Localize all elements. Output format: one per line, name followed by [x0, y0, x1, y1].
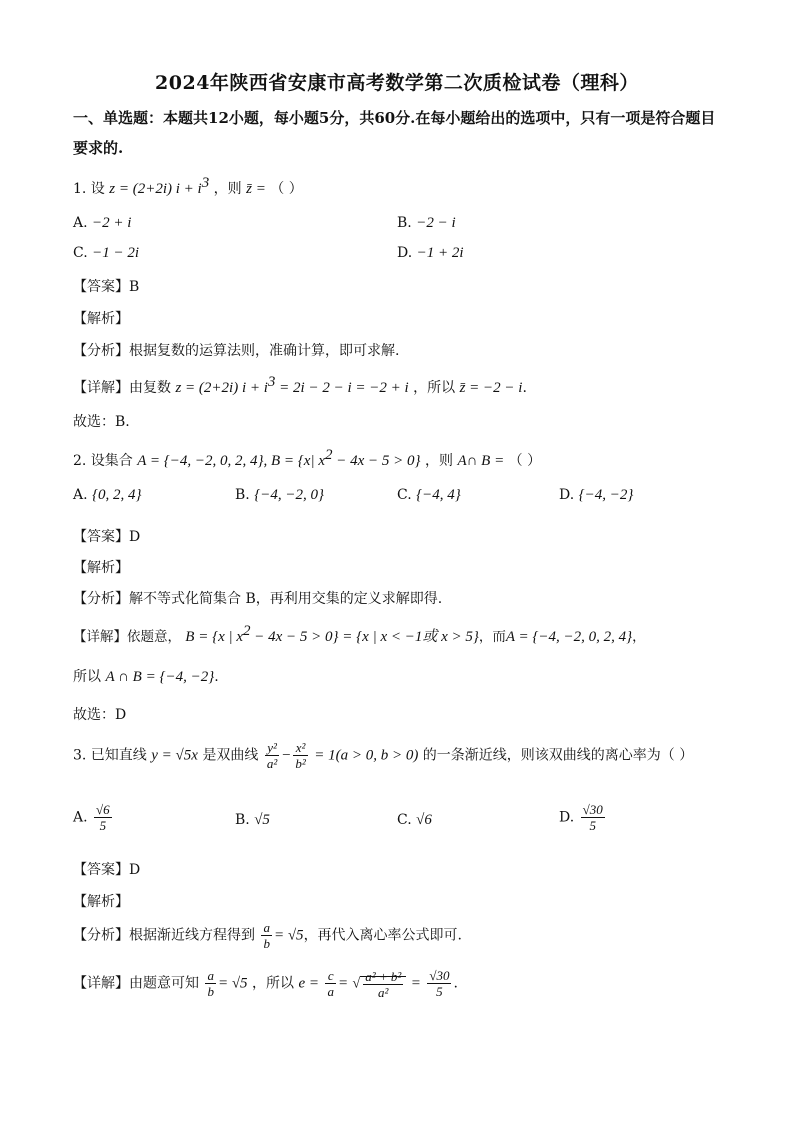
xiangjie-eq2: = — [337, 975, 349, 992]
xiangjie-end: . — [453, 975, 458, 992]
frac-den: b — [207, 984, 214, 999]
xiangjie-sqrt: √ $\frac{\text{a² + b²}}{\text{a²}}$ — [353, 976, 407, 992]
fenxi-tag: 【分析】 — [73, 343, 129, 359]
q2-xiangjie — [73, 623, 646, 646]
q1-option-c — [73, 245, 139, 262]
q1-stem-blank: （ ） — [270, 181, 303, 197]
option-value: −1 − 2i — [92, 245, 140, 261]
xiangjie-tag: 【详解】 — [73, 975, 129, 992]
answer-value: B — [129, 279, 140, 295]
xiangjie-frac-ca — [325, 968, 336, 999]
q1-analysis-tag: 【解析】 — [73, 311, 129, 327]
answer-tag: 【答案】 — [73, 529, 129, 545]
q2-stem-prefix: 2. 设集合 — [73, 453, 133, 469]
fenxi-eq: = √5 — [273, 927, 304, 944]
q3-option-d — [559, 802, 607, 833]
frac-num: a — [207, 968, 214, 983]
xiangjie-eq: = √5 — [217, 975, 248, 992]
q1-conclusion: 故选：B. — [73, 414, 130, 430]
q1-xiangjie — [73, 374, 527, 397]
frac-den: 5 — [589, 818, 596, 833]
q1-stem-exp: 3 — [201, 175, 210, 191]
frac-num: √30 — [429, 968, 450, 983]
option-value: √6 — [416, 812, 432, 828]
frac-den: 5 — [99, 818, 107, 833]
frac-den: a — [327, 984, 334, 999]
xiangjie-formula-cont: − 4x − 5 > 0} = {x | x < −1或 x > 5} — [250, 629, 479, 645]
xiangjie-formula: z = (2+2i) i + i — [175, 380, 268, 396]
q1-stem-formula: z = (2+2i) i + i — [109, 181, 202, 197]
q2-stem-exp: 2 — [325, 447, 333, 463]
frac-num: y² — [265, 740, 279, 756]
option-value: −2 + i — [92, 215, 132, 231]
q1-stem-zbar: z̄ = — [246, 181, 266, 197]
frac-num: a — [263, 920, 270, 935]
option-value: {0, 2, 4} — [92, 487, 142, 503]
xiangjie-pre: 依题意， — [127, 629, 181, 645]
section-heading: 一、单选题：本题共12小题，每小题5分，共60分.在每小题给出的选项中，只有一项是符合题目要求的. — [73, 109, 716, 157]
option-value: {−4, 4} — [416, 487, 461, 503]
option-value: {−4, −2} — [578, 487, 634, 503]
q3-stem: 3. 已知直线 y = √5x 是双曲线 $\frac{\text{y²}}{\text{a²}}$ − $\frac{\text{x²}}{\text{b²}}$ = 1(a > 0, b > 0) 的一条渐近线，则该双曲线的离心率为（ ） — [73, 740, 694, 771]
xiangjie-exp: 2 — [243, 623, 251, 639]
frac-den: 5 — [436, 984, 443, 999]
line2-formula: A ∩ B = {−4, −2} — [105, 669, 215, 685]
option-frac — [94, 802, 112, 833]
q2-stem-suffix: ，则 — [424, 453, 453, 469]
fenxi-tag: 【分析】 — [73, 591, 129, 607]
q1-stem-prefix: 1. 设 — [73, 181, 105, 197]
option-label: C. — [397, 812, 412, 828]
q3-answer — [73, 859, 140, 879]
q2-fenxi — [73, 588, 442, 608]
q2-analysis-tag: 【解析】 — [73, 560, 129, 576]
q1-answer — [73, 276, 139, 296]
q3-stem-line: y = √5x — [151, 747, 198, 764]
frac-num: √30 — [582, 802, 603, 817]
fenxi-text: 解不等式化简集合 B，再利用交集的定义求解即得. — [129, 591, 443, 607]
q1-option-a — [73, 215, 131, 232]
fenxi-frac — [261, 920, 272, 951]
option-value: {−4, −2, 0} — [254, 487, 324, 503]
xiangjie-end: . — [522, 380, 527, 396]
frac-num: √6 — [96, 802, 110, 817]
fenxi-pre: 根据渐近线方程得到 — [129, 927, 255, 944]
option-label: D. — [559, 487, 575, 503]
option-value: −2 − i — [416, 215, 456, 231]
xiangjie-formula-cont: = 2i − 2 − i = −2 + i — [275, 380, 409, 396]
answer-tag: 【答案】 — [73, 862, 129, 878]
option-label: B. — [235, 487, 250, 503]
line2-end: . — [214, 669, 219, 685]
q2-stem-blank: （ ） — [508, 453, 542, 469]
option-label: C. — [397, 487, 412, 503]
q3-option-c — [397, 812, 432, 829]
option-label: A. — [73, 215, 88, 231]
answer-value: D — [129, 862, 141, 878]
xiangjie-seta: A = {−4, −2, 0, 2, 4} — [505, 629, 633, 645]
xiangjie-frac-ab — [205, 968, 216, 999]
q2-stem — [73, 447, 541, 470]
option-label: D. — [559, 809, 575, 826]
q3-frac-x — [293, 740, 307, 771]
frac-num: c — [325, 968, 336, 984]
q3-frac-y — [265, 740, 279, 771]
answer-value: D — [129, 529, 141, 545]
xiangjie-eq3: = — [410, 975, 421, 992]
xiangjie-mid: ，所以 — [252, 975, 295, 992]
q2-option-a — [73, 487, 142, 504]
xiangjie-pre: 由题意可知 — [129, 975, 199, 992]
page-title: 2024年陕西省安康市高考数学第二次质检试卷（理科） — [155, 72, 639, 94]
q3-option-a — [73, 802, 114, 833]
option-label: B. — [397, 215, 412, 231]
q3-analysis-tag: 【解析】 — [73, 894, 129, 910]
option-label: A. — [73, 809, 88, 826]
xiangjie-formula: B = {x | x — [185, 629, 244, 645]
option-label: C. — [73, 245, 88, 261]
option-label: B. — [235, 812, 250, 828]
q3-xiangjie — [73, 968, 458, 1000]
xiangjie-frac-result — [427, 968, 451, 999]
q2-xiangjie-line2 — [73, 666, 219, 686]
xiangjie-frac-rad — [363, 969, 403, 1000]
answer-tag: 【答案】 — [73, 279, 129, 295]
q2-stem-sets: A = {−4, −2, 0, 2, 4}, B = {x| x — [137, 453, 325, 469]
q1-fenxi — [73, 340, 399, 360]
q2-option-c — [397, 487, 461, 504]
q1-stem — [73, 175, 303, 198]
q3-stem-mid: 是双曲线 — [202, 747, 259, 764]
q2-stem-ask: A∩ B = — [457, 453, 505, 469]
q2-conclusion: 故选：D — [73, 707, 127, 723]
q3-stem-prefix: 3. 已知直线 — [73, 747, 147, 764]
frac-num: a² + b² — [365, 968, 402, 984]
frac-den: a² — [378, 984, 389, 1000]
xiangjie-mid: ，所以 — [413, 380, 456, 396]
q1-option-b — [397, 215, 456, 232]
option-label: A. — [73, 487, 88, 503]
frac-den: b — [263, 936, 270, 951]
q1-option-d — [397, 245, 464, 262]
option-value: −1 + 2i — [416, 245, 464, 261]
xiangjie-pre: 由复数 — [129, 380, 171, 396]
q2-option-b — [235, 487, 324, 504]
option-label: D. — [397, 245, 413, 261]
xiangjie-end: ， — [632, 629, 646, 645]
fenxi-text: 根据复数的运算法则，准确计算，即可求解. — [129, 343, 400, 359]
xiangjie-mid: ，而 — [478, 629, 506, 645]
fenxi-post: ，再代入离心率公式即可. — [303, 927, 463, 944]
xiangjie-exp: 3 — [267, 374, 276, 390]
fenxi-tag: 【分析】 — [73, 927, 129, 944]
xiangjie-result: z̄ = −2 − i — [459, 380, 523, 396]
q3-option-b — [235, 812, 270, 829]
option-frac — [581, 802, 605, 833]
xiangjie-tag: 【详解】 — [73, 629, 127, 645]
frac-den: b² — [295, 756, 306, 771]
q3-stem-suffix: 的一条渐近线，则该双曲线的离心率为（ ） — [422, 747, 694, 764]
frac-den: a² — [266, 756, 278, 771]
line2-pre: 所以 — [73, 669, 101, 685]
frac-num: x² — [293, 740, 307, 756]
q2-stem-setb: − 4x − 5 > 0} — [332, 453, 421, 469]
q3-stem-hyp-rest: = 1(a > 0, b > 0) — [314, 747, 419, 764]
xiangjie-tag: 【详解】 — [73, 380, 129, 396]
q1-stem-suffix: ，则 — [213, 181, 242, 197]
q3-fenxi — [73, 920, 462, 951]
q2-answer — [73, 526, 140, 546]
option-value: √5 — [254, 812, 270, 828]
q2-option-d — [559, 487, 633, 504]
xiangjie-e: e = — [298, 975, 319, 992]
